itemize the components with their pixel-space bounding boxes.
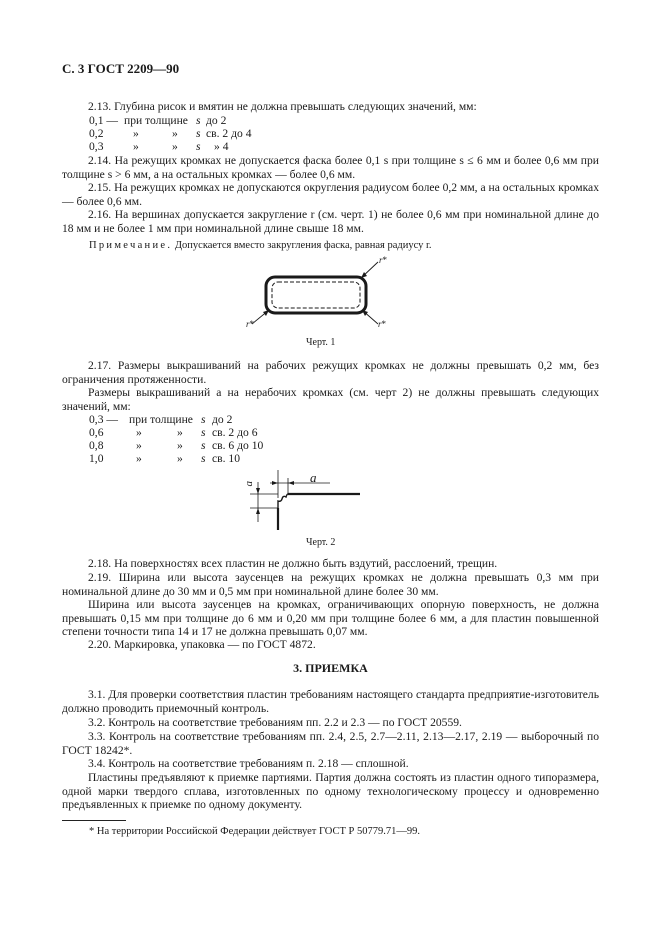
figure-1-caption: Черт. 1 — [306, 337, 336, 348]
radius-label: r* — [378, 319, 387, 329]
chip-size: 0,6 — [89, 426, 104, 439]
thickness-condition: до 2 — [212, 413, 233, 426]
clause-2-17: 2.17. Размеры выкрашиваний на рабочих режущих кромках не должны превышать 0,2 мм, без ограничения протяженности. — [62, 359, 599, 386]
ditto-mark: » — [133, 140, 139, 153]
page-header: С. 3 ГОСТ 2209—90 — [62, 61, 180, 76]
radius-label: r* — [379, 255, 388, 265]
thickness-condition: до 2 — [206, 114, 227, 127]
ditto-mark: » — [172, 140, 178, 153]
thickness-condition: св. 10 — [212, 452, 241, 465]
clause-3-2: 3.2. Контроль на соответствие требованиям пп. 2.2 и 2.3 — по ГОСТ 20559. — [88, 716, 462, 729]
depth-value: 0,2 — [89, 127, 104, 140]
s-symbol: s — [201, 426, 206, 439]
clause-3-4-batches: Пластины предъявляют к приемке партиями. Партия должна состоять из пластин одного типоразмера, одной марки твердого сплава, изготовленных по одному технологическому процессу и одновременно предъявленных к приемке по одному документу. — [62, 771, 599, 812]
thickness-condition: св. 6 до 10 — [212, 439, 264, 452]
ditto-mark: » — [136, 426, 142, 439]
clause-2-14: 2.14. На режущих кромках не допускается фаска более 0,1 s при толщине s ≤ 6 мм и более 0,6 мм при толщине s > 6 мм, а на остальных кромках — более 0,6 мм. — [62, 154, 599, 181]
clause-2-18: 2.18. На поверхностях всех пластин не должно быть вздутий, расслоений, трещин. — [88, 557, 498, 570]
section-title: 3. ПРИЕМКА — [293, 661, 368, 675]
thickness-label: при толщине — [129, 413, 193, 426]
depth-value: 0,3 — [89, 140, 104, 153]
s-symbol: s — [201, 413, 206, 426]
thickness-condition: » 4 — [214, 140, 229, 153]
s-symbol: s — [196, 114, 201, 127]
clause-3-4: 3.4. Контроль на соответствие требованиям п. 2.18 — сплошной. — [88, 757, 409, 770]
clause-2-20: 2.20. Маркировка, упаковка — по ГОСТ 4872. — [88, 638, 316, 651]
thickness-label: при толщине — [124, 114, 188, 127]
figure-1-drawing — [0, 250, 661, 350]
clause-2-16: 2.16. На вершинах допускается закругление r (см. черт. 1) не более 0,6 мм при номинальной длине до 18 мм и не более 1 мм при номинальной длине свыше 18 мм. — [62, 208, 599, 235]
clause-3-1: 3.1. Для проверки соответствия пластин требованиям настоящего стандарта предприятие-изготовитель должно проводить приемочный контроль. — [62, 688, 599, 715]
ditto-mark: » — [136, 452, 142, 465]
note-label: Примечание. — [89, 240, 173, 251]
figure-2-caption: Черт. 2 — [306, 537, 336, 548]
ditto-mark: » — [172, 127, 178, 140]
clause-2-15: 2.15. На режущих кромках не допускаются округления радиусом более 0,2 мм, а на остальных кромках — более 0,6 мм. — [62, 181, 599, 208]
s-symbol: s — [201, 439, 206, 452]
depth-value: 0,1 — — [89, 114, 118, 127]
s-symbol: s — [196, 140, 201, 153]
figure-2-drawing — [0, 468, 661, 538]
ditto-mark: » — [177, 452, 183, 465]
note-text: Допускается вместо закругления фаска, равная радиусу r. — [174, 240, 432, 251]
thickness-condition: св. 2 до 6 — [212, 426, 258, 439]
ditto-mark: » — [177, 439, 183, 452]
dimension-a-label: a — [310, 470, 317, 485]
ditto-mark: » — [133, 127, 139, 140]
clause-2-19-burrs: Ширина или высота заусенцев на кромках, ограничивающих опорную поверхность, не должна превышать 0,15 мм при толщине до 6 мм и 0,20 мм при толщине более 6 мм, а для пластин повышенной степени точности типа 14 и 17 не должна превышать 0,07 мм. — [62, 598, 599, 639]
ditto-mark: » — [136, 439, 142, 452]
clause-3-3: 3.3. Контроль на соответствие требованиям пп. 2.4, 2.5, 2.7—2.11, 2.13—2.17, 2.19 — выборочный по ГОСТ 18242*. — [62, 730, 599, 757]
ditto-mark: » — [177, 426, 183, 439]
clause-2-19: 2.19. Ширина или высота заусенцев на режущих кромках не должна превышать 0,3 мм при номинальной длине до 30 мм и 0,5 мм при номинальной длине более 30 мм. — [62, 571, 599, 598]
clause-2-13: 2.13. Глубина рисок и вмятин не должна превышать следующих значений, мм: — [88, 100, 477, 113]
footnote: * На территории Российской Федерации действует ГОСТ Р 50779.71—99. — [89, 826, 420, 837]
chip-size: 0,3 — — [89, 413, 118, 426]
dimension-a-label-vertical: a — [242, 481, 255, 487]
chip-size: 0,8 — [89, 439, 104, 452]
s-symbol: s — [201, 452, 206, 465]
clause-2-17-chipping: Размеры выкрашиваний a на нерабочих кромках (см. черт 2) не должны превышать следующих значений, мм: — [62, 386, 599, 413]
footnote-divider — [62, 820, 126, 821]
radius-label: r* — [246, 319, 255, 329]
chip-size: 1,0 — [89, 452, 104, 465]
s-symbol: s — [196, 127, 201, 140]
thickness-condition: св. 2 до 4 — [206, 127, 252, 140]
